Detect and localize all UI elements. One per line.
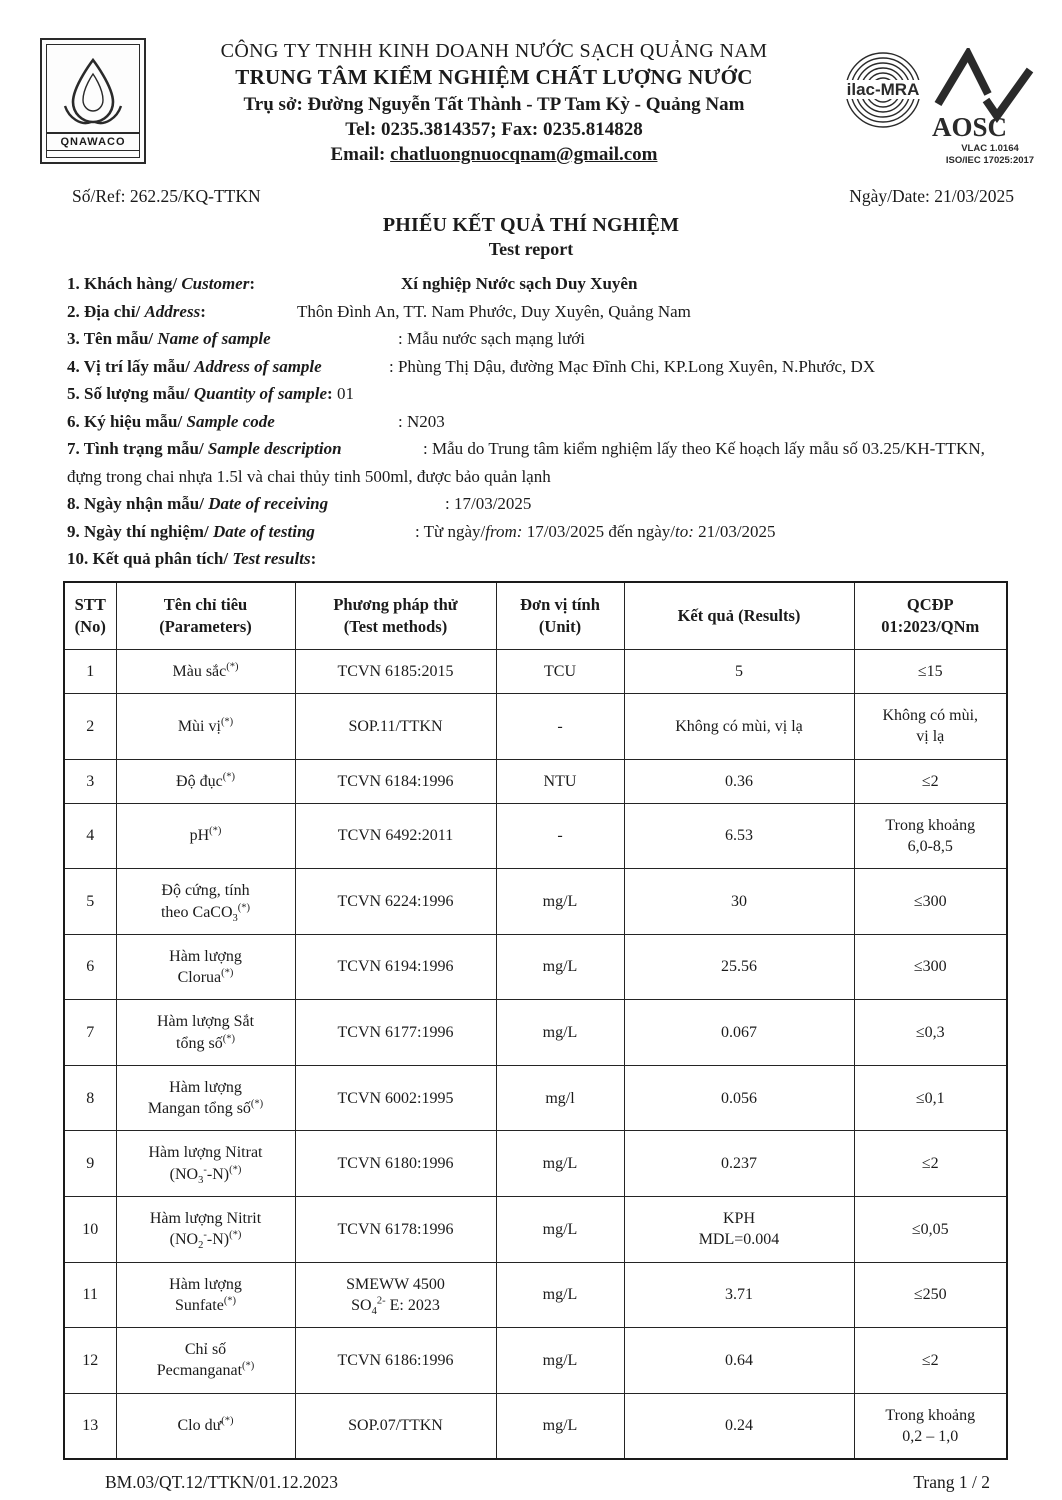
cell-unit: -: [496, 803, 624, 869]
cell-limit: ≤2: [854, 1131, 1007, 1197]
cell-limit: ≤15: [854, 649, 1007, 693]
cell-stt: 11: [64, 1262, 116, 1328]
cell-unit: -: [496, 693, 624, 759]
cell-limit: ≤300: [854, 934, 1007, 1000]
cell-stt: 7: [64, 1000, 116, 1066]
header-method: Phương pháp thử (Test methods): [295, 582, 496, 649]
cell-result: 0.36: [624, 759, 854, 803]
cell-stt: 8: [64, 1065, 116, 1131]
table-row: [64, 1000, 1007, 1066]
cell-method: TCVN 6224:1996: [295, 869, 496, 935]
header-stt: STT (No): [64, 582, 116, 649]
cell-limit: ≤250: [854, 1262, 1007, 1328]
header-result: Kết quả (Results): [624, 582, 854, 649]
cell-unit: mg/L: [496, 934, 624, 1000]
cell-unit: mg/L: [496, 1393, 624, 1459]
cell-limit: ≤0,3: [854, 1000, 1007, 1066]
cell-method: TCVN 6177:1996: [295, 1000, 496, 1066]
info-item-address: 2. Địa chỉ/ Address: Thôn Đình An, TT. Nam Phước, Duy Xuyên, Quảng Nam: [67, 301, 691, 321]
cell-method: TCVN 6180:1996: [295, 1131, 496, 1197]
letterhead: [0, 0, 1062, 170]
cell-limit: ≤2: [854, 1328, 1007, 1394]
cell-parameter: Hàm lượng Clorua(*): [116, 934, 295, 1000]
cell-limit: ≤0,1: [854, 1065, 1007, 1131]
email-line: [146, 142, 842, 167]
aosc-logo-icon: [930, 48, 1040, 170]
ilac-mra-seal-icon: [842, 48, 924, 132]
cell-method: TCVN 6194:1996: [295, 934, 496, 1000]
table-row: [64, 1196, 1007, 1262]
cell-limit: Trong khoảng 6,0-8,5: [854, 803, 1007, 869]
center-name: TRUNG TÂM KIỂM NGHIỆM CHẤT LƯỢNG NƯỚC: [235, 65, 753, 90]
email-address: chatluongnuocqnam@gmail.com: [390, 144, 658, 166]
info-item-sample-code: 6. Ký hiệu mẫu/ Sample code : N203: [67, 411, 445, 431]
cell-unit: NTU: [496, 759, 624, 803]
cell-method: SMEWW 4500 $SO_4^{2-}$ E: 2023: [295, 1262, 496, 1328]
table-row: [64, 759, 1007, 803]
cell-result: 3.71: [624, 1262, 854, 1328]
cell-unit: mg/L: [496, 1328, 624, 1394]
cell-unit: mg/L: [496, 1196, 624, 1262]
cell-stt: 5: [64, 869, 116, 935]
cell-parameter: Hàm lượng Mangan tổng số(*): [116, 1065, 295, 1131]
page-footer: [0, 1460, 1062, 1493]
ilac-mra-label: ilac-MRA: [846, 80, 920, 99]
cell-parameter: Clo dư(*): [116, 1393, 295, 1459]
cell-limit: ≤300: [854, 869, 1007, 935]
cell-method: SOP.07/TTKN: [295, 1393, 496, 1459]
info-item-date-receiving: 8. Ngày nhận mẫu/ Date of receiving : 17/03/2025: [67, 494, 532, 514]
cell-result: 6.53: [624, 803, 854, 869]
info-item-customer: 1. Khách hàng/ Customer: Xí nghiệp Nước sạch Duy Xuyên: [67, 274, 638, 293]
cell-stt: 6: [64, 934, 116, 1000]
cell-parameter: Hàm lượng Sắt tổng số(*): [116, 1000, 295, 1066]
cell-method: TCVN 6492:2011: [295, 803, 496, 869]
cell-limit: Không có mùi, vị lạ: [854, 693, 1007, 759]
ref-number: Số/Ref: 262.25/KQ-TTKN: [72, 186, 261, 206]
header-limit: QCĐP 01:2023/QNm: [854, 582, 1007, 649]
letterhead-text: [146, 38, 842, 170]
cell-stt: 9: [64, 1131, 116, 1197]
cell-unit: mg/L: [496, 1000, 624, 1066]
cell-result: 0.24: [624, 1393, 854, 1459]
cell-parameter: Màu sắc(*): [116, 649, 295, 693]
cell-method: TCVN 6185:2015: [295, 649, 496, 693]
info-item-test-results: 10. Kết quả phân tích/ Test results:: [67, 549, 317, 569]
cell-method: TCVN 6184:1996: [295, 759, 496, 803]
table-header-row: [64, 582, 1007, 649]
water-drop-icon: [57, 56, 129, 130]
cell-limit: Trong khoảng 0,2 – 1,0: [854, 1393, 1007, 1459]
cell-result: 0.056: [624, 1065, 854, 1131]
qnawaco-logo: [40, 38, 146, 164]
email-label: Email:: [330, 144, 391, 166]
meta-row: [0, 170, 1062, 207]
cell-stt: 12: [64, 1328, 116, 1394]
header-parameter: Tên chỉ tiêu (Parameters): [116, 582, 295, 649]
table-row: [64, 869, 1007, 935]
company-name: CÔNG TY TNHH KINH DOANH NƯỚC SẠCH QUẢNG NAM: [220, 40, 768, 62]
info-item-sample-name: 3. Tên mẫu/ Name of sample : Mẫu nước sạch mạng lưới: [67, 329, 586, 349]
aosc-iso-label: ISO/IEC 17025:2017: [945, 155, 1035, 166]
cell-method: SOP.11/TTKN: [295, 693, 496, 759]
cell-stt: 2: [64, 693, 116, 759]
table-row: [64, 1262, 1007, 1328]
cell-parameter: Độ cứng, tính theo CaCO$_3$(*): [116, 869, 295, 935]
cell-unit: mg/L: [496, 1262, 624, 1328]
cell-result: 30: [624, 869, 854, 935]
qnawaco-label: QNAWACO: [47, 132, 139, 151]
cell-parameter: Hàm lượng Nitrit $(NO_2^--N)^{(*)}$: [116, 1196, 295, 1262]
cell-parameter: Chỉ số Pecmanganat(*): [116, 1328, 295, 1394]
address-line: Trụ sở: Đường Nguyễn Tất Thành - TP Tam Kỳ - Quảng Nam: [243, 94, 745, 116]
cell-method: TCVN 6002:1995: [295, 1065, 496, 1131]
cell-result: 0.237: [624, 1131, 854, 1197]
cell-limit: ≤0,05: [854, 1196, 1007, 1262]
cell-result: Không có mùi, vị lạ: [624, 693, 854, 759]
cell-result: KPH MDL=0.004: [624, 1196, 854, 1262]
aosc-vlac-label: VLAC 1.0164: [961, 143, 1019, 154]
cell-parameter: Độ đục(*): [116, 759, 295, 803]
report-subtitle: Test report: [488, 239, 574, 259]
info-item-date-testing: 9. Ngày thí nghiệm/ Date of testing : Từ ngày/from: 17/03/2025 đến ngày/to: 21/03/2025: [67, 521, 776, 541]
table-row: [64, 1328, 1007, 1394]
header-unit: Đơn vị tính (Unit): [496, 582, 624, 649]
cell-stt: 1: [64, 649, 116, 693]
footer-form-code: BM.03/QT.12/TTKN/01.12.2023: [105, 1472, 339, 1493]
cell-stt: 13: [64, 1393, 116, 1459]
sample-info-section: [0, 260, 1062, 573]
cell-unit: mg/l: [496, 1065, 624, 1131]
cell-unit: TCU: [496, 649, 624, 693]
table-row: [64, 934, 1007, 1000]
info-item-sample-address: 4. Vị trí lấy mẫu/ Address of sample : Phùng Thị Dậu, đường Mạc Đĩnh Chi, KP.Long Xuyên, N.Phước, DX: [67, 356, 876, 376]
cell-parameter: Hàm lượng Sunfate(*): [116, 1262, 295, 1328]
cell-stt: 10: [64, 1196, 116, 1262]
info-item-sample-quantity: 5. Số lượng mẫu/ Quantity of sample: 01: [67, 384, 354, 404]
table-row: [64, 803, 1007, 869]
table-row: [64, 693, 1007, 759]
cell-unit: mg/L: [496, 1131, 624, 1197]
footer-page-number: Trang 1 / 2: [913, 1472, 990, 1493]
cell-parameter: Mùi vị(*): [116, 693, 295, 759]
aosc-label: AOSC: [932, 112, 1008, 142]
table-row: [64, 1065, 1007, 1131]
cell-parameter: Hàm lượng Nitrat $(NO_3^--N)^{(*)}$: [116, 1131, 295, 1197]
report-date: Ngày/Date: 21/03/2025: [849, 186, 1014, 206]
cell-result: 0.64: [624, 1328, 854, 1394]
cell-unit: mg/L: [496, 869, 624, 935]
table-row: [64, 1393, 1007, 1459]
cell-stt: 3: [64, 759, 116, 803]
cell-method: TCVN 6178:1996: [295, 1196, 496, 1262]
accreditation-logos: [842, 38, 1042, 170]
cell-method: TCVN 6186:1996: [295, 1328, 496, 1394]
cell-result: 0.067: [624, 1000, 854, 1066]
report-title: PHIẾU KẾT QUẢ THÍ NGHIỆM: [382, 214, 680, 236]
info-item-sample-description: 7. Tình trạng mẫu/ Sample description : Mẫu do Trung tâm kiểm nghiệm lấy theo Kế hoạch lấy mẫu số 03.25/KH-TTKN, đựng trong chai nhựa 1.5l và chai thủy tinh 500ml, được bảo quản lạnh: [67, 439, 985, 486]
cell-parameter: pH(*): [116, 803, 295, 869]
cell-result: 25.56: [624, 934, 854, 1000]
cell-limit: ≤2: [854, 759, 1007, 803]
cell-result: 5: [624, 649, 854, 693]
tel-fax-line: Tel: 0235.3814357; Fax: 0235.814828: [345, 119, 643, 141]
cell-stt: 4: [64, 803, 116, 869]
results-table: [63, 581, 1008, 1460]
table-row: [64, 1131, 1007, 1197]
table-row: [64, 649, 1007, 693]
